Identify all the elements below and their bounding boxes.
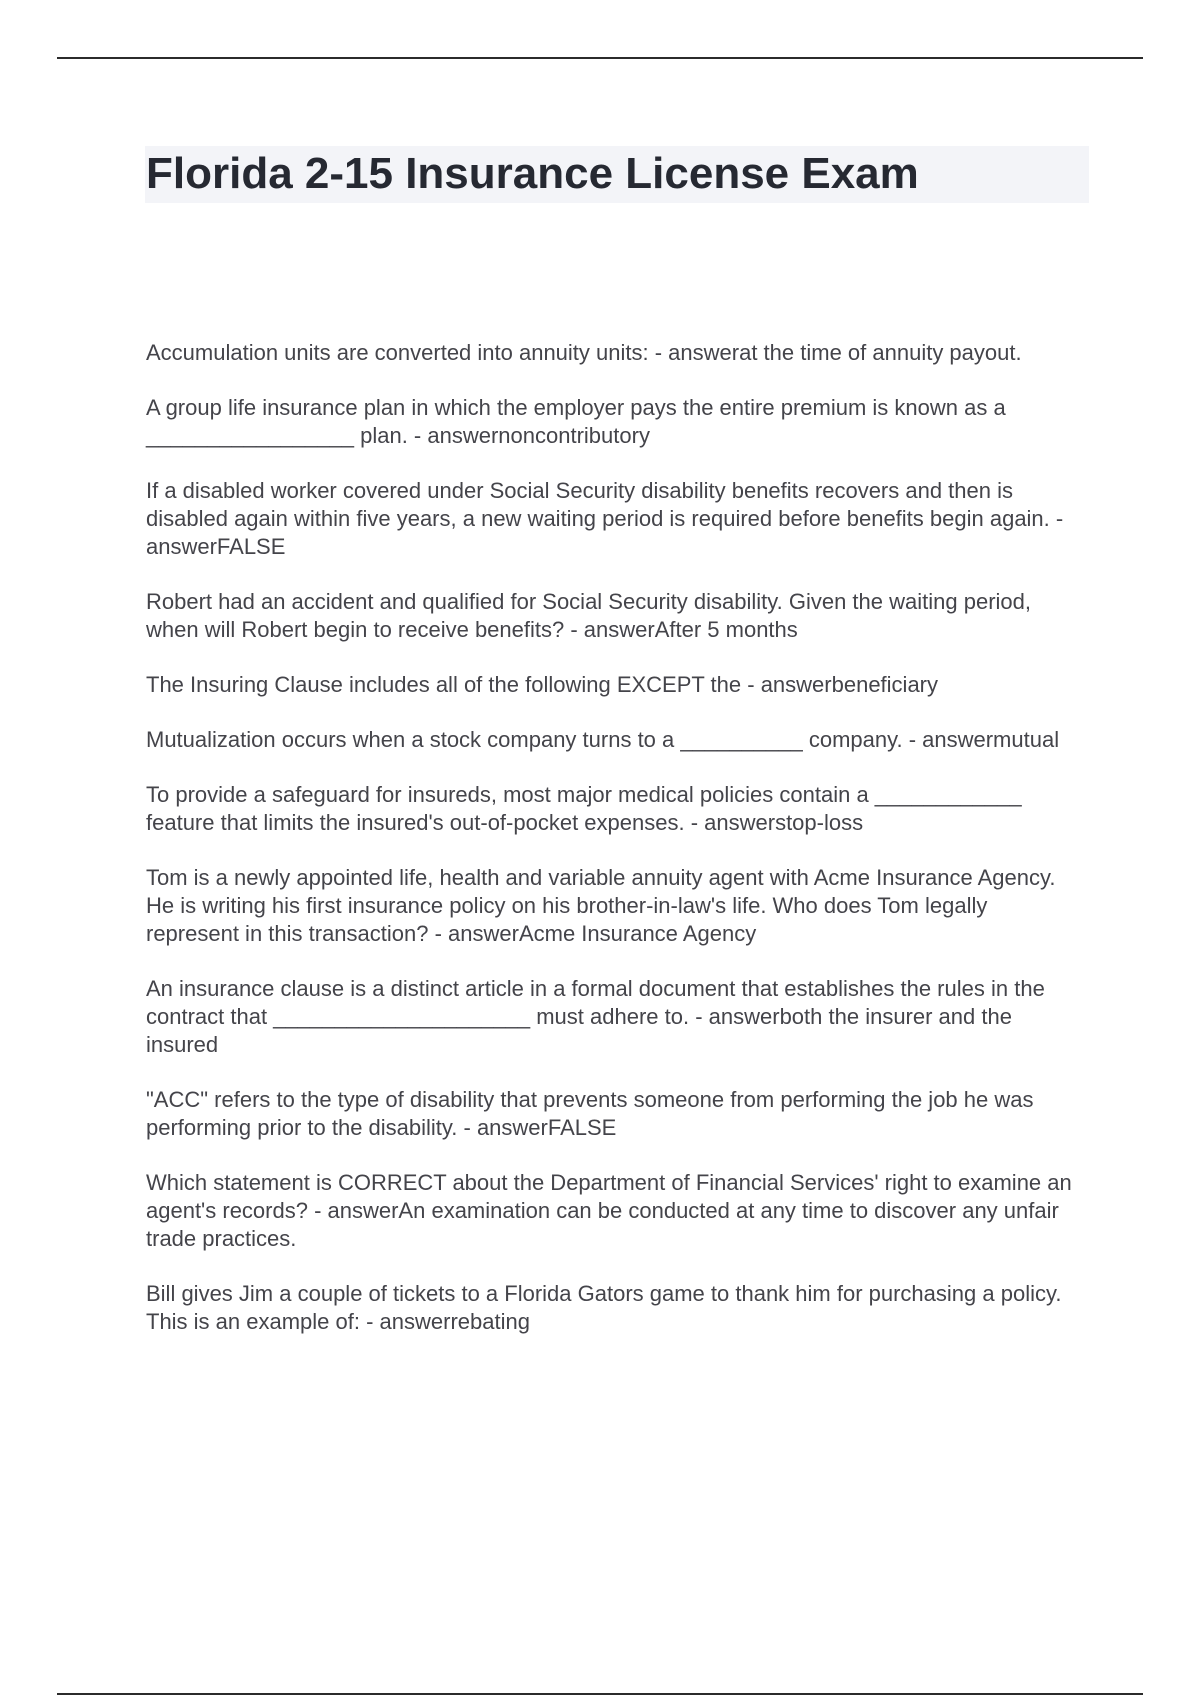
qa-item: An insurance clause is a distinct article in a formal document that establishes the rules in the contract that _____________________ must adhere to. - answerboth the insurer and the insured [146, 976, 1045, 1057]
qa-item: If a disabled worker covered under Social Security disability benefits recovers and then is disabled again within five years, a new waiting period is required before benefits begin again. - answerFALSE [146, 478, 1064, 559]
qa-item: "ACC" refers to the type of disability that prevents someone from performing the job he was performing prior to the disability. - answerFALSE [146, 1087, 1034, 1140]
page-title: Florida 2-15 Insurance License Exam [146, 149, 919, 198]
footer-rule [57, 1693, 1143, 1695]
qa-item: Accumulation units are converted into annuity units: - answerat the time of annuity payout. [146, 340, 1022, 365]
qa-item: Tom is a newly appointed life, health and variable annuity agent with Acme Insurance Agency. He is writing his first insurance policy on his brother-in-law's life. Who does Tom legally represent in this transaction? - answerAcme Insurance Agency [146, 865, 1056, 946]
qa-item: Robert had an accident and qualified for Social Security disability. Given the waiting period, when will Robert begin to receive benefits? - answerAfter 5 months [146, 589, 1031, 642]
qa-item: Mutualization occurs when a stock company turns to a __________ company. - answermutual [146, 727, 1060, 752]
qa-item: A group life insurance plan in which the employer pays the entire premium is known as a _________________ plan. - answernoncontributory [146, 395, 1006, 448]
qa-item: To provide a safeguard for insureds, most major medical policies contain a ____________ feature that limits the insured's out-of-pocket expenses. - answerstop-loss [146, 782, 1022, 835]
header-rule [57, 57, 1143, 59]
qa-item: Bill gives Jim a couple of tickets to a Florida Gators game to thank him for purchasing a policy. This is an example of: - answerrebating [146, 1281, 1062, 1334]
qa-item: Which statement is CORRECT about the Department of Financial Services' right to examine an agent's records? - answerAn examination can be conducted at any time to discover any unfair trade practices. [146, 1170, 1072, 1251]
qa-item: The Insuring Clause includes all of the following EXCEPT the - answerbeneficiary [146, 672, 938, 697]
question-list [146, 339, 1086, 1363]
